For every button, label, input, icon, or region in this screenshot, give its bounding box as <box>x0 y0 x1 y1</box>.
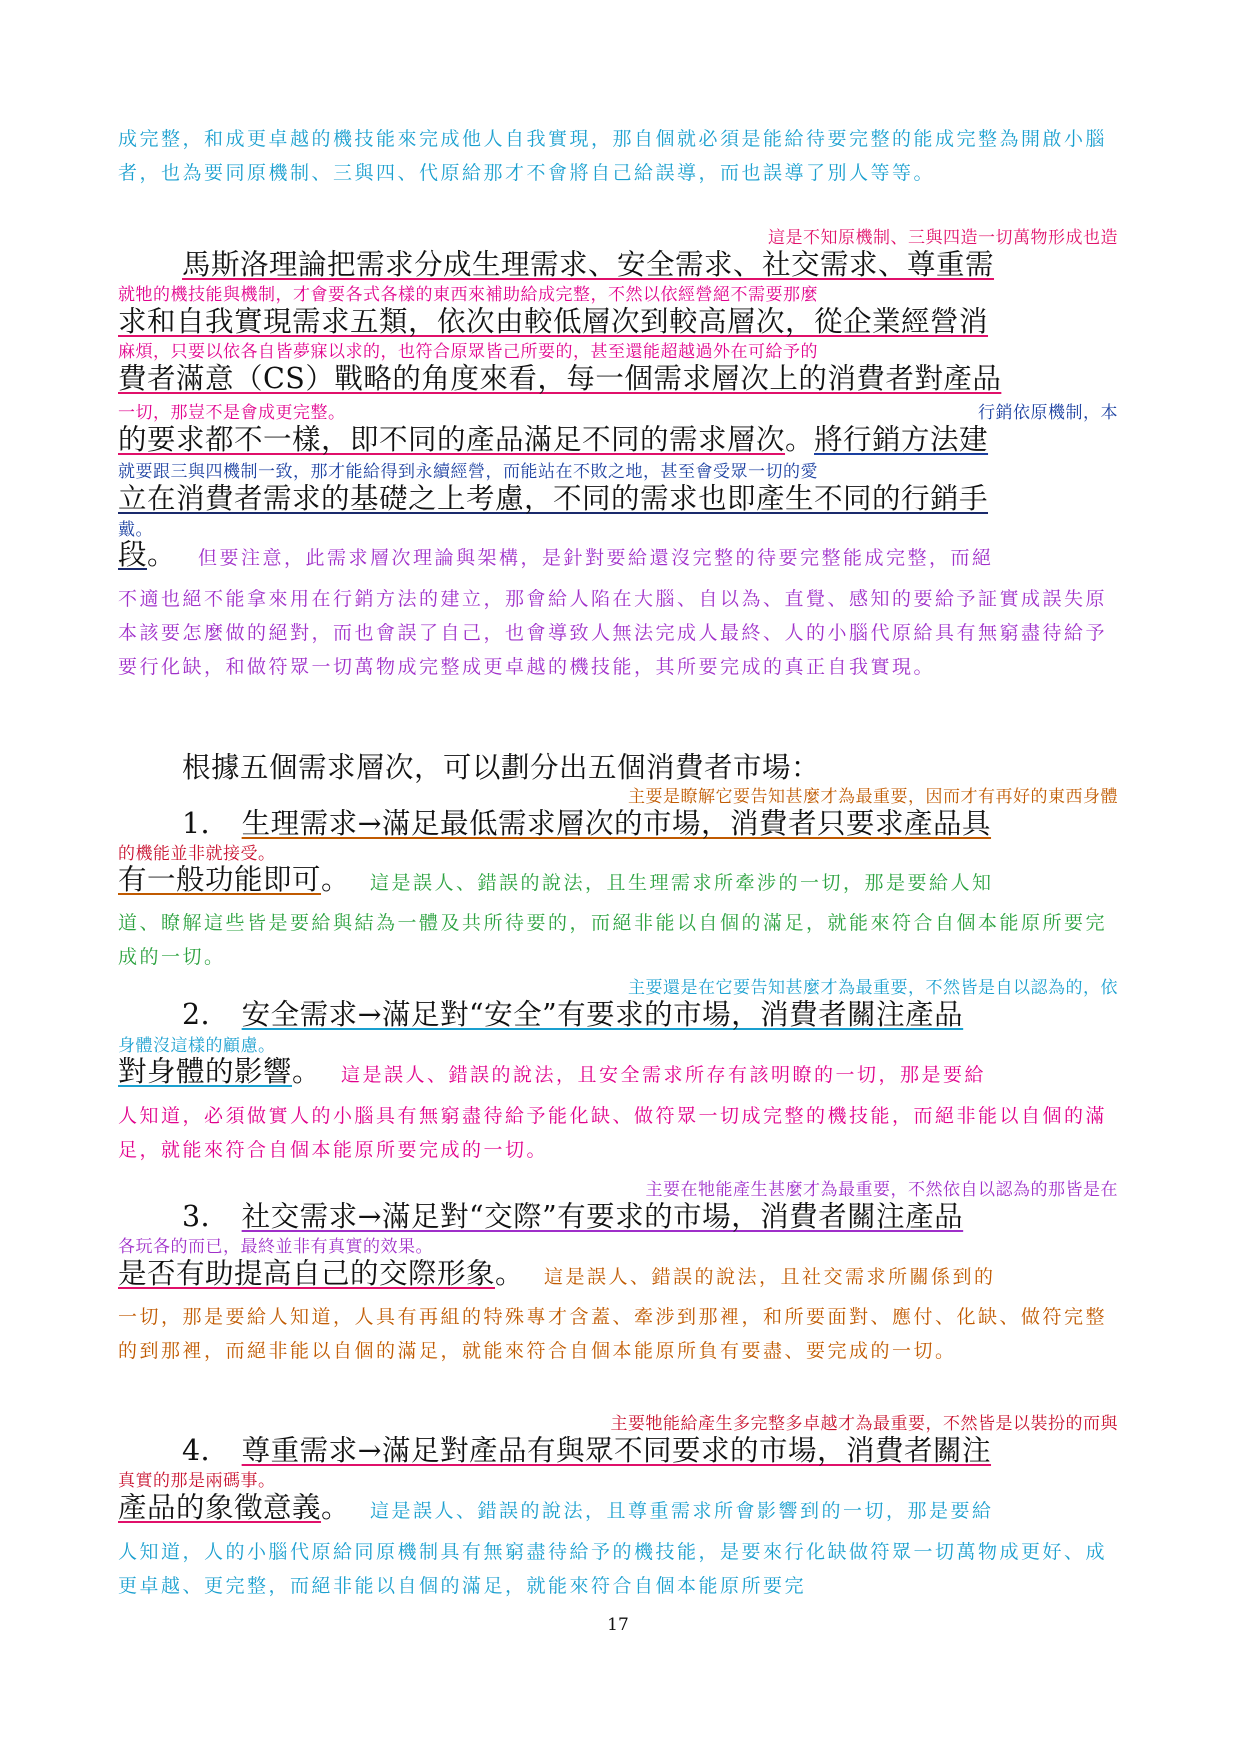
item-text: 尊重需求→滿足對產品有與眾不同要求的市場，消費者關注 <box>241 1434 992 1467</box>
annotation-note: 真實的那是兩碼事。 <box>118 1471 276 1491</box>
list-item-line <box>118 862 1118 900</box>
page-number: 17 <box>607 1615 629 1635</box>
item-text: 。 <box>321 863 351 896</box>
annotation-note: 主要還是在它要告知甚麼才為最重要，不然皆是自以認為的，依 <box>628 978 1118 998</box>
list-item-line <box>118 1490 1118 1528</box>
body-text: 費者滿意（CS）戰略的角度來看，每一個需求層次上的消費者對產品 <box>118 362 1002 395</box>
item-text: 安全需求→滿足對“安全”有要求的市場，消費者關注產品 <box>241 998 964 1031</box>
item-text: 有一般功能即可 <box>118 863 322 896</box>
item-number: 3． <box>182 1200 230 1233</box>
body-line <box>118 481 1118 517</box>
item-number: 4． <box>182 1434 230 1467</box>
body-line <box>118 247 1118 283</box>
comment-paragraph: 不適也絕不能拿來用在行銷方法的建立，那會給人陷在大腦、自以為、直覺、感知的要給予証實成誤失原本該要怎麼做的絕對，而也會誤了自己，也會導致人無法完成人最終、人的小腦代原給具有無窮盡待給予要行化缺，和做符眾一切萬物成完整成更卓越的機技能，其所要完成的真正自我實現。 <box>118 588 1108 678</box>
comment-text: 這是誤人、錯誤的說法，且生理需求所牽涉的一切，那是要給人知 <box>370 872 994 894</box>
body-text: 段 <box>118 538 148 571</box>
item-text: 。 <box>495 1257 525 1290</box>
annotation-note: 就牠的機技能與機制，才會要各式各樣的東西來補助給成完整，不然以依經營絕不需要那麼 <box>118 285 818 305</box>
annotation-note: 就要跟三與四機制一致，那才能給得到永續經營，而能站在不敗之地，甚至會受眾一切的愛 <box>118 462 818 482</box>
comment-paragraph: 道、瞭解這些皆是要給與結為一體及共所待要的，而絕非能以自個的滿足，就能來符合自個本能原所要完成的一切。 <box>118 912 1108 968</box>
item-text: 。 <box>292 1055 322 1088</box>
body-line <box>118 537 1118 575</box>
annotation-note: 主要是瞭解它要告知甚麼才為最重要，因而才有再好的東西身體 <box>628 787 1118 807</box>
comment-text: 這是誤人、錯誤的說法，且安全需求所存有該明瞭的一切，那是要給 <box>341 1064 987 1086</box>
item-text: 生理需求→滿足最低需求層次的市場，消費者只要求產品具 <box>241 807 992 840</box>
list-item-line <box>118 1199 1118 1235</box>
item-number: 1． <box>182 807 230 840</box>
item-text: 。 <box>321 1491 351 1524</box>
item-text: 對身體的影響 <box>118 1055 293 1088</box>
section-intro: 根據五個需求層次，可以劃分出五個消費者市場： <box>182 751 821 784</box>
annotation-note: 主要牠能給產生多完整多卓越才為最重要，不然皆是以裝扮的而與 <box>610 1414 1118 1434</box>
annotation-note: 身體沒這樣的顧慮。 <box>118 1036 276 1056</box>
item-text: 是否有助提高自己的交際形象 <box>118 1257 496 1290</box>
comment-text: 這是誤人、錯誤的說法，且社交需求所關係到的 <box>544 1266 996 1288</box>
annotation-note: 一切，那豈不是會成更完整。 <box>118 403 346 423</box>
annotation-note: 的機能並非就接受。 <box>118 844 276 864</box>
list-item-line <box>118 997 1118 1033</box>
annotation-note: 各玩各的而已，最終並非有真實的效果。 <box>118 1237 433 1257</box>
body-text: 的要求都不一樣，即不同的產品滿足不同的需求層次 <box>118 423 786 456</box>
item-number: 2． <box>182 998 230 1031</box>
body-text: 求和自我實現需求五類，依次由較低層次到較高層次，從企業經營消 <box>118 305 989 338</box>
body-text: 將行銷方法建 <box>814 423 989 456</box>
body-line <box>118 361 1118 397</box>
body-text: 。 <box>785 423 815 456</box>
comment-paragraph: 人知道，人的小腦代原給同原機制具有無窮盡待給予的機技能，是要來行化缺做符眾一切萬物成更好、成更卓越、更完整，而絕非能以自個的滿足，就能來符合自個本能原所要完 <box>118 1541 1108 1597</box>
item-text: 產品的象徵意義 <box>118 1491 322 1524</box>
list-item-line <box>118 806 1118 842</box>
annotation-note: 戴。 <box>118 520 153 540</box>
comment-paragraph: 人知道，必須做實人的小腦具有無窮盡待給予能化缺、做符眾一切成完整的機技能，而絕非能以自個的滿足，就能來符合自個本能原所要完成的一切。 <box>118 1105 1108 1161</box>
annotation-note: 行銷依原機制，本 <box>978 403 1118 423</box>
annotation-note: 主要在牠能產生甚麼才為最重要，不然依自以認為的那皆是在 <box>645 1180 1118 1200</box>
body-text: 立在消費者需求的基礎之上考慮，不同的需求也即產生不同的行銷手 <box>118 482 989 515</box>
annotation-note: 這是不知原機制、三與四造一切萬物形成也造 <box>768 228 1118 248</box>
body-text: 馬斯洛理論把需求分成生理需求、安全需求、社交需求、尊重需 <box>182 248 995 281</box>
item-text: 社交需求→滿足對“交際”有要求的市場，消費者關注產品 <box>241 1200 964 1233</box>
comment-text: 這是誤人、錯誤的說法，且尊重需求所會影響到的一切，那是要給 <box>370 1500 994 1522</box>
annotation-note: 麻煩，只要以依各自皆夢寐以求的，也符合原眾皆己所要的，甚至還能超越過外在可給予的 <box>118 342 818 362</box>
list-item-line <box>118 1054 1118 1092</box>
list-item-line <box>118 1433 1118 1469</box>
body-text: 。 <box>147 538 177 571</box>
top-paragraph: 成完整，和成更卓越的機技能來完成他人自我實現，那自個就必須是能給待要完整的能成完整為開啟小腦者，也為要同原機制、三與四、代原給那才不會將自己給誤導，而也誤導了別人等等。 <box>118 128 1108 184</box>
body-line <box>118 422 1118 458</box>
comment-text: 但要注意，此需求層次理論與架構，是針對要給還沒完整的待要完整能成完整，而絕 <box>198 547 994 569</box>
comment-paragraph: 一切，那是要給人知道，人具有再組的特殊專才含蓋、牽涉到那裡，和所要面對、應付、化缺、做符完整的到那裡，而絕非能以自個的滿足，就能來符合自個本能原所負有要盡、要完成的一切。 <box>118 1306 1108 1362</box>
body-line <box>118 304 1118 340</box>
list-item-line <box>118 1256 1118 1294</box>
